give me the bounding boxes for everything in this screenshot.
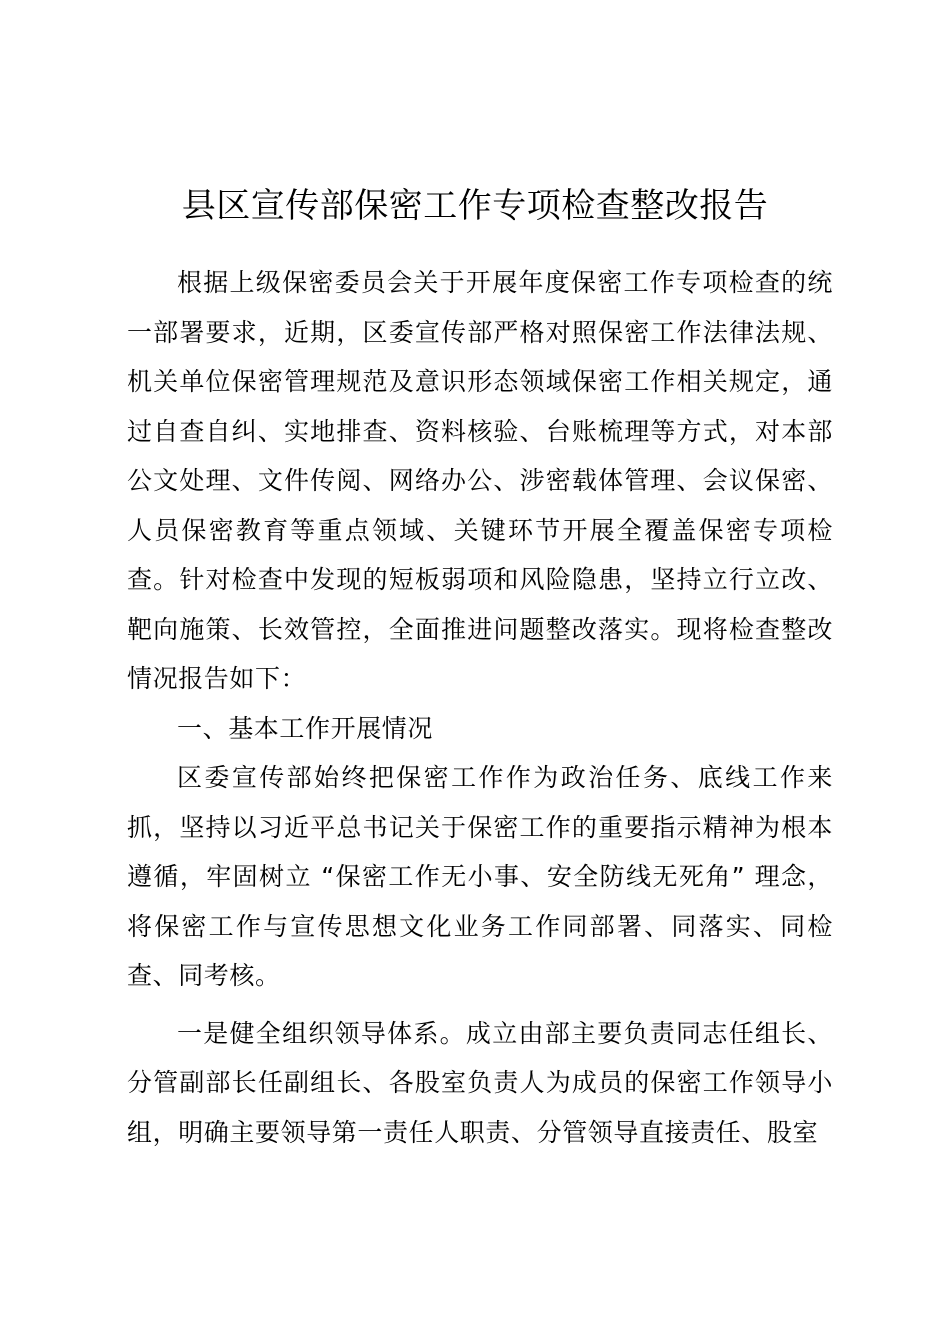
item-one-paragraph: 一是健全组织领导体系。成立由部主要负责同志任组长、分管副部长任副组长、各股室负责人为成员的保密工作领导小组，明确主要领导第一责任人职责、分管领导直接责任、股室 [127,1018,833,1147]
document-title: 县区宣传部保密工作专项检查整改报告 [181,186,769,226]
document-body [127,258,833,1157]
section-one-paragraph: 区委宣传部始终把保密工作作为政治任务、底线工作来抓，坚持以习近平总书记关于保密工作的重要指示精神为根本遵循，牢固树立 “保密工作无小事、安全防线无死角” 理念，将保密工作与宣传思想文化业务工作同部署、同落实、同检查、同考核。 [127,763,833,990]
intro-paragraph: 根据上级保密委员会关于开展年度保密工作专项检查的统一部署要求，近期，区委宣传部严格对照保密工作法律法规、机关单位保密管理规范及意识形态领域保密工作相关规定，通过自查自纠、实地排查、资料核验、台账梳理等方式，对本部公文处理、文件传阅、网络办公、涉密载体管理、会议保密、人员保密教育等重点领域、关键环节开展全覆盖保密专项检查。针对检查中发现的短板弱项和风险隐患，坚持立行立改、靶向施策、长效管控，全面推进问题整改落实。现将检查整改情况报告如下： [127,268,833,693]
section-one-heading: 一、基本工作开展情况 [177,713,434,743]
